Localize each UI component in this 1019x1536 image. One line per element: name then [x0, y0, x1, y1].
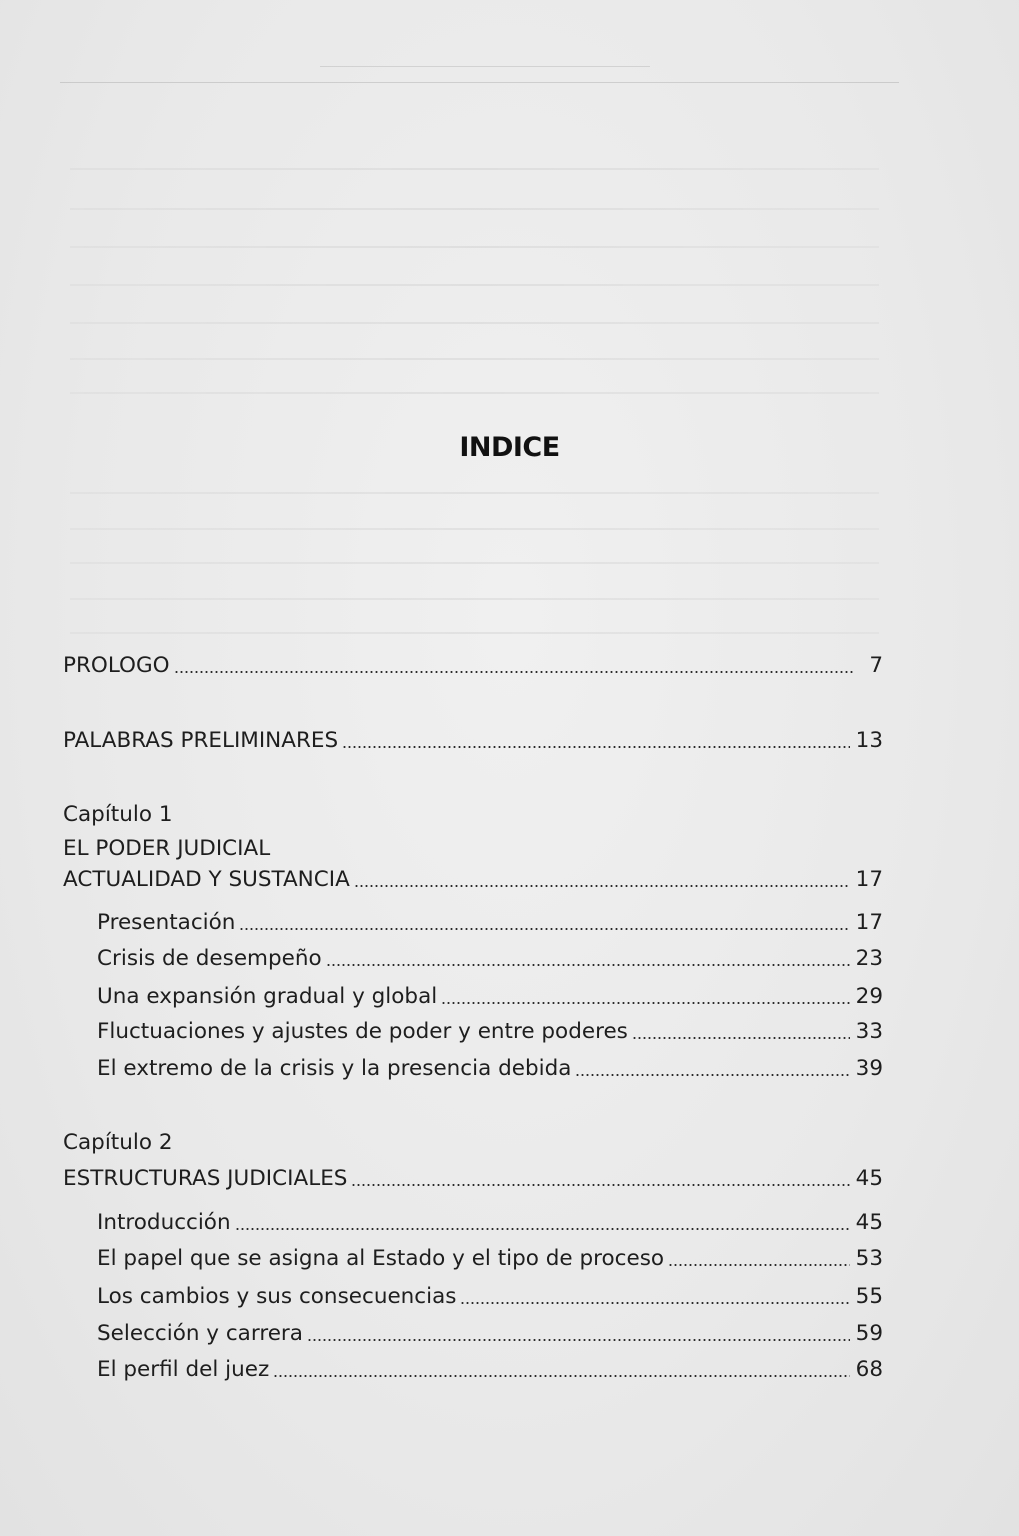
toc-entry-presentacion[interactable] — [97, 909, 883, 937]
toc-entry-label: El papel que se asigna al Estado y el tipo de proceso — [97, 1246, 665, 1271]
toc-page-number: 33 — [855, 1019, 883, 1044]
toc-entry-fluctuaciones[interactable] — [97, 1018, 883, 1046]
toc-entry-label: El perfil del juez — [97, 1357, 270, 1382]
toc-page-number: 53 — [855, 1246, 883, 1271]
toc-page-number: 55 — [855, 1284, 883, 1309]
toc-entry-perfil-del-juez[interactable] — [97, 1356, 883, 1384]
dot-leader — [668, 1262, 850, 1268]
toc-entry-label: Presentación — [97, 910, 236, 935]
dot-leader — [342, 744, 849, 750]
toc-entry-cambios-y-consecuencias[interactable] — [97, 1283, 883, 1311]
toc-entry-label: Selección y carrera — [97, 1321, 303, 1346]
toc-entry-palabras-preliminares[interactable] — [63, 727, 883, 755]
toc-page-number: 13 — [855, 728, 883, 753]
toc-entry-crisis-de-desempeno[interactable] — [97, 945, 883, 973]
dot-leader — [575, 1072, 849, 1078]
toc-page-number: 17 — [855, 867, 883, 892]
toc-entry-expansion-gradual[interactable] — [97, 983, 883, 1011]
toc-page-number: 39 — [855, 1056, 883, 1081]
toc-page-number: 45 — [855, 1166, 883, 1191]
dot-leader — [326, 962, 850, 968]
dot-leader — [307, 1337, 850, 1343]
toc-page-number: 17 — [855, 910, 883, 935]
toc-page-number: 29 — [855, 984, 883, 1009]
dot-leader — [460, 1300, 849, 1306]
dot-leader — [354, 883, 850, 889]
toc-entry-label: Crisis de desempeño — [97, 946, 322, 971]
toc-entry-label: PALABRAS PRELIMINARES — [63, 728, 339, 753]
dot-leader — [235, 1226, 850, 1232]
toc-entry-label: ACTUALIDAD Y SUSTANCIA — [63, 867, 350, 892]
chapter-2-heading: Capítulo 2 — [63, 1130, 173, 1155]
toc-page-number: 68 — [855, 1357, 883, 1382]
toc-entry-label: Una expansión gradual y global — [97, 984, 438, 1009]
chapter-1-heading: Capítulo 1 — [63, 802, 173, 827]
toc-entry-label: Fluctuaciones y ajustes de poder y entre poderes — [97, 1019, 628, 1044]
toc-entry-label: PROLOGO — [63, 653, 170, 678]
toc-page-number: 45 — [855, 1210, 883, 1235]
chapter-1-title: EL PODER JUDICIAL — [63, 836, 271, 861]
toc-entry-seleccion-y-carrera[interactable] — [97, 1320, 883, 1348]
toc-entry-label: Los cambios y sus consecuencias — [97, 1284, 457, 1309]
toc-entry-label: El extremo de la crisis y la presencia debida — [97, 1056, 572, 1081]
toc-entry-prologo[interactable] — [63, 652, 883, 680]
toc-page-number: 23 — [855, 946, 883, 971]
toc-entry-introduccion[interactable] — [97, 1209, 883, 1237]
dot-leader — [273, 1373, 849, 1379]
toc-entry-label: ESTRUCTURAS JUDICIALES — [63, 1166, 348, 1191]
index-title: INDICE — [459, 432, 560, 463]
dot-leader — [239, 926, 849, 932]
toc-entry-extremo-de-la-crisis[interactable] — [97, 1055, 883, 1083]
toc-entry-label: Introducción — [97, 1210, 231, 1235]
dot-leader — [632, 1035, 850, 1041]
dot-leader — [174, 669, 855, 675]
table-of-contents — [63, 0, 883, 1536]
toc-entry-chapter-1[interactable] — [63, 866, 883, 894]
toc-entry-chapter-2[interactable] — [63, 1165, 883, 1193]
toc-entry-papel-del-estado[interactable] — [97, 1245, 883, 1273]
dot-leader — [441, 1000, 849, 1006]
dot-leader — [351, 1182, 849, 1188]
toc-page-number: 7 — [869, 653, 883, 678]
toc-page-number: 59 — [855, 1321, 883, 1346]
